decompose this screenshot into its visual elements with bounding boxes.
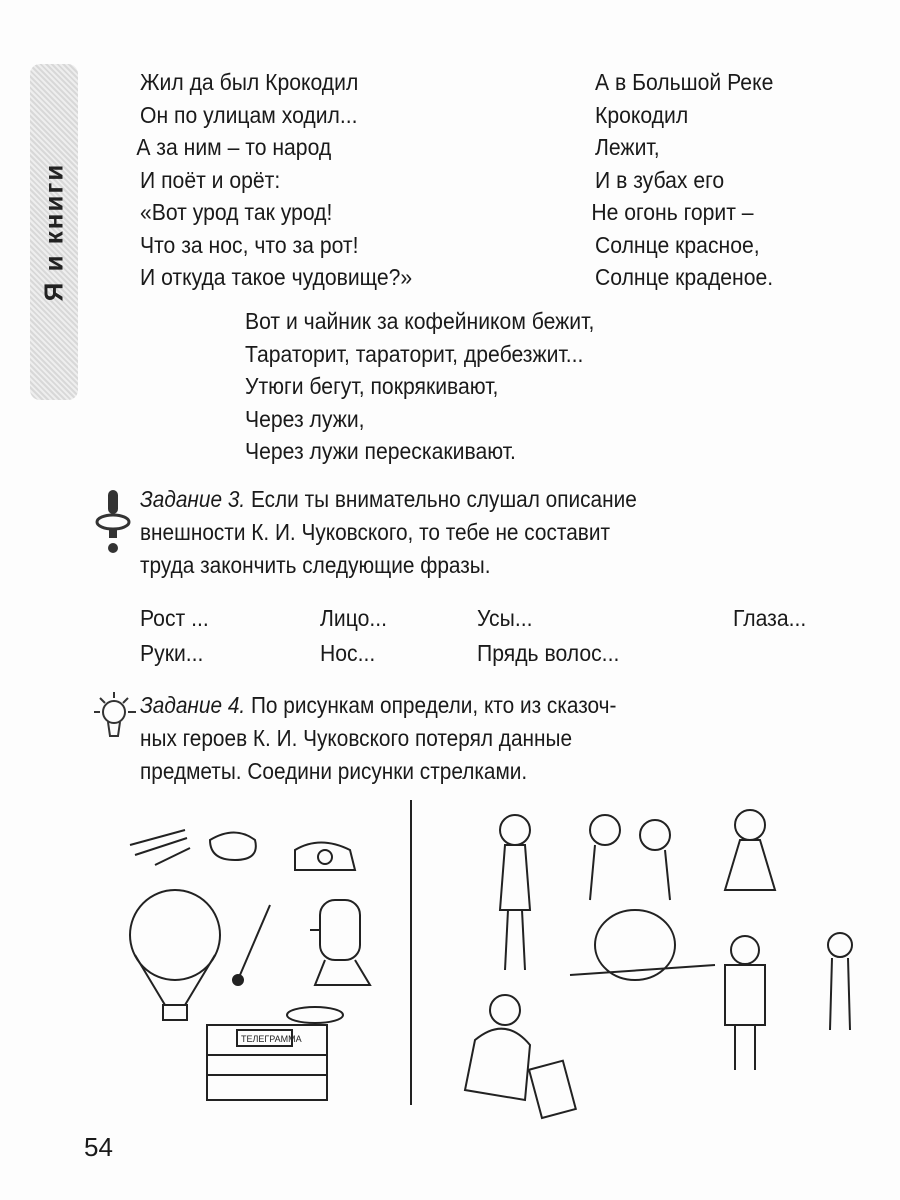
balloon-icon bbox=[130, 890, 220, 1020]
poem-line: Через лужи, bbox=[245, 405, 365, 432]
task-text: Если ты внимательно слушал описание bbox=[245, 486, 637, 512]
poem-right bbox=[591, 66, 774, 294]
lightbulb-icon bbox=[92, 690, 140, 750]
poem-line: А в Большой Реке bbox=[595, 69, 774, 95]
poem-line: «Вот урод так урод! bbox=[140, 199, 333, 225]
boy-character bbox=[500, 815, 530, 970]
microphone-icon bbox=[94, 488, 134, 558]
poem-line: Крокодил bbox=[595, 101, 689, 128]
telegram-label: ТЕЛЕГРАММА bbox=[241, 1034, 302, 1044]
poem-middle bbox=[245, 305, 594, 468]
poem-line: И в зубах его bbox=[595, 166, 725, 193]
page-number: 54 bbox=[84, 1132, 113, 1162]
task-text: ных героев К. И. Чуковского потерял данные bbox=[140, 725, 573, 751]
plate-icon bbox=[287, 1007, 343, 1023]
girl-2-character bbox=[828, 933, 852, 1030]
task-3 bbox=[140, 483, 864, 582]
samovar-icon bbox=[310, 900, 370, 985]
poem-line: Вот и чайник за кофейником бежит, bbox=[245, 308, 595, 334]
cats-character bbox=[590, 815, 670, 900]
phrase: Глаза... bbox=[733, 605, 807, 631]
poem-line: Жил да был Крокодил bbox=[140, 69, 359, 95]
section-tab-label: Я и книги bbox=[38, 162, 69, 302]
poem-left bbox=[136, 66, 413, 294]
phrase: Прядь волос... bbox=[477, 640, 620, 666]
lost-items-illustration bbox=[125, 820, 405, 1110]
poem-line: А за ним – то народ bbox=[136, 134, 332, 160]
telephone-icon bbox=[295, 843, 355, 871]
task-text: внешности К. И. Чуковского, то тебе не составит bbox=[140, 519, 611, 545]
column-divider bbox=[410, 800, 412, 1105]
thermometer-icon bbox=[233, 905, 270, 985]
matches-icon bbox=[130, 830, 190, 865]
phrase: Усы... bbox=[477, 605, 533, 631]
phrase: Руки... bbox=[140, 640, 204, 666]
elephant-character bbox=[570, 910, 715, 980]
grandma-character bbox=[465, 995, 530, 1100]
poem-line: Он по улицам ходил... bbox=[140, 101, 358, 128]
doctor-aibolit-character bbox=[725, 936, 765, 1070]
mirror-icon bbox=[529, 1061, 576, 1118]
task-3-label: Задание 3. bbox=[140, 486, 246, 512]
fairy-tale-characters-illustration bbox=[420, 800, 870, 1130]
poem-line: Что за нос, что за рот! bbox=[140, 231, 359, 258]
task-4-label: Задание 4. bbox=[140, 692, 246, 718]
task-text: предметы. Соедини рисунки стрелками. bbox=[140, 758, 528, 784]
poem-line: И поёт и орёт: bbox=[140, 166, 281, 193]
task-text: труда закончить следующие фразы. bbox=[140, 552, 491, 578]
girl-character bbox=[725, 810, 775, 890]
phrase: Нос... bbox=[320, 640, 376, 666]
task-4 bbox=[140, 689, 864, 788]
poem-line: Тараторит, тараторит, дребезжит... bbox=[245, 340, 584, 367]
poem-line: Не огонь горит – bbox=[591, 199, 754, 225]
phrase: Лицо... bbox=[320, 605, 388, 631]
phrase: Рост ... bbox=[140, 605, 209, 631]
poem-line: Солнце красное, bbox=[595, 231, 760, 258]
task-text: По рисункам определи, кто из сказоч- bbox=[245, 692, 617, 718]
poem-line: Утюги бегут, покрякивают, bbox=[245, 373, 499, 399]
section-tab bbox=[30, 64, 78, 400]
pillow-icon bbox=[210, 833, 256, 861]
poem-line: Солнце краденое. bbox=[595, 264, 774, 290]
poem-line: Через лужи перескакивают. bbox=[245, 438, 516, 464]
poem-line: Лежит, bbox=[595, 134, 660, 160]
poem-line: И откуда такое чудовище?» bbox=[140, 264, 413, 290]
